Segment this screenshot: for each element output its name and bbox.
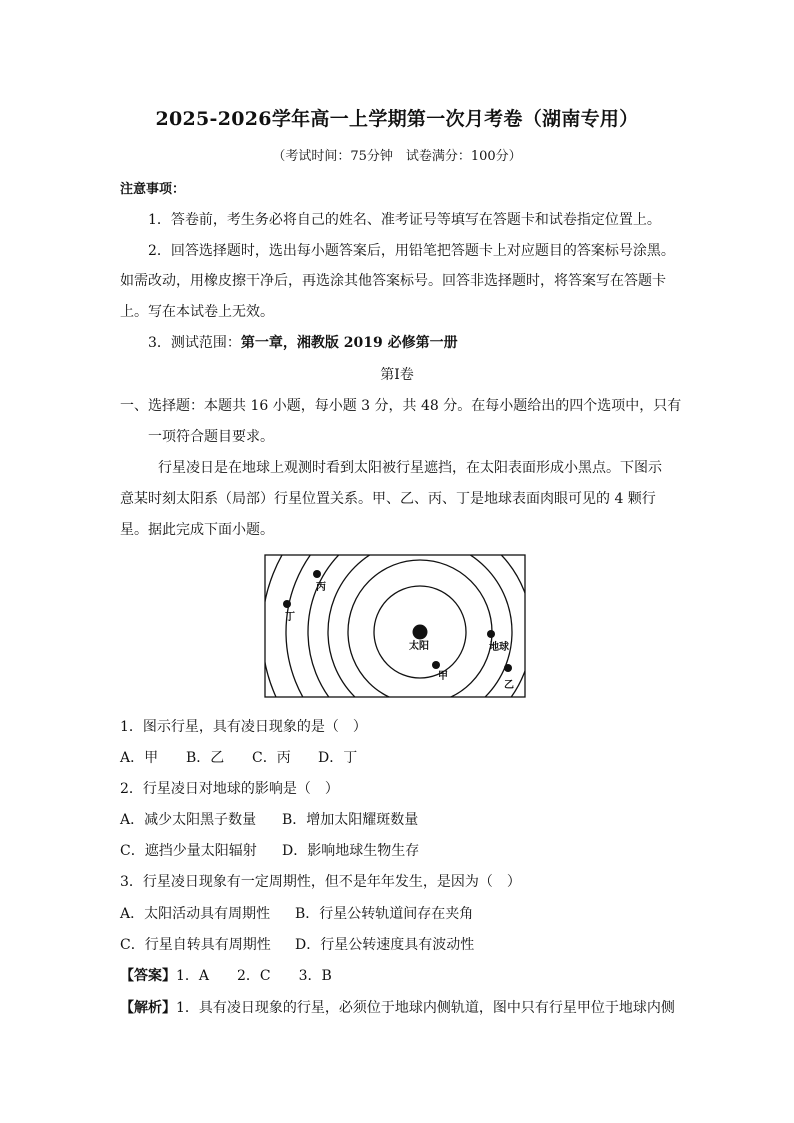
material-line-3: 星。据此完成下面小题。 [120,522,274,538]
planet-yi-dot [504,664,512,672]
planet-jia-dot [432,661,440,669]
question-2-options-row-2 [120,840,419,860]
question-2-options-row-1 [120,809,418,829]
analysis-label: 【解析】 [120,1000,176,1016]
notice-heading: 注意事项： [120,182,186,197]
option-a: A．减少太阳黑子数量 [120,812,257,828]
notice-item-2-line-3: 上。写在本试卷上无效。 [120,304,274,320]
sun-label: 太阳 [409,641,429,652]
question-2-stem: 2．行星凌日对地球的影响是（ ） [120,781,339,797]
answer-line [120,965,332,985]
planet-yi-label: 乙 [504,680,514,691]
exam-info: （考试时间：75分钟 试卷满分：100分） [272,149,522,164]
section-heading-line-1: 一、选择题：本题共 16 小题，每小题 3 分，共 48 分。在每小题给出的四个选项中，只有 [120,398,682,414]
page-title: 2025-2026学年高一上学期第一次月考卷（湖南专用） [155,108,639,130]
test-scope: 第一章，湘教版 2019 必修第一册 [240,335,458,351]
question-1-stem: 1．图示行星，具有凌日现象的是（ ） [120,719,367,735]
answer-text: 1．A 2．C 3．B [176,968,332,984]
solar-system-figure [264,554,526,698]
question-3-stem: 3．行星凌日现象有一定周期性，但不是年年发生，是因为（ ） [120,874,521,890]
notice-item-2-line-1: 2．回答选择题时，选出每小题答案后，用铅笔把答题卡上对应题目的答案标号涂黑。 [148,243,675,259]
planet-bing-label: 丙 [316,582,326,593]
notice-item-2-line-2: 如需改动，用橡皮擦干净后，再选涂其他答案标号。回答非选择题时，将答案写在答题卡 [120,273,666,289]
option-c: C．丙 [252,750,291,766]
figure-frame [265,555,525,697]
question-3-options-row-2 [120,934,474,954]
material-line-2: 意某时刻太阳系（局部）行星位置关系。甲、乙、丙、丁是地球表面肉眼可见的 4 颗行 [120,491,656,507]
material-line-1: 行星凌日是在地球上观测时看到太阳被行星遮挡，在太阳表面形成小黑点。下图示 [158,460,662,476]
planet-bing-dot [313,570,321,578]
earth-label: 地球 [489,642,509,653]
option-d: D．丁 [318,750,358,766]
option-a: A．太阳活动具有周期性 [120,906,271,922]
answer-label: 【答案】 [120,968,176,984]
option-c: C．遮挡少量太阳辐射 [120,843,257,859]
volume-heading: 第Ⅰ卷 [380,367,414,383]
sun-dot [413,625,428,640]
planet-ding-dot [283,600,291,608]
option-a: A．甲 [120,750,159,766]
option-d: D．影响地球生物生存 [282,843,420,859]
planet-ding-label: 丁 [285,612,295,623]
option-b: B．增加太阳耀斑数量 [282,812,419,828]
question-3-options-row-1 [120,903,473,923]
option-d: D．行星公转速度具有波动性 [295,937,475,953]
option-c: C．行星自转具有周期性 [120,937,271,953]
option-b: B．行星公转轨道间存在夹角 [295,906,474,922]
section-heading-line-2: 一项符合题目要求。 [148,429,274,445]
analysis-line [120,997,675,1017]
analysis-text: 1．具有凌日现象的行星，必须位于地球内侧轨道，图中只有行星甲位于地球内侧 [176,1000,675,1016]
earth-dot [487,630,495,638]
notice-item-3 [148,332,458,352]
planet-jia-label: 甲 [438,671,448,682]
notice-item-1: 1．答卷前，考生务必将自己的姓名、准考证号等填写在答题卡和试卷指定位置上。 [148,212,661,228]
notice-item-3-prefix: 3．测试范围： [148,335,241,351]
option-b: B．乙 [186,750,225,766]
question-1-options [120,747,357,767]
